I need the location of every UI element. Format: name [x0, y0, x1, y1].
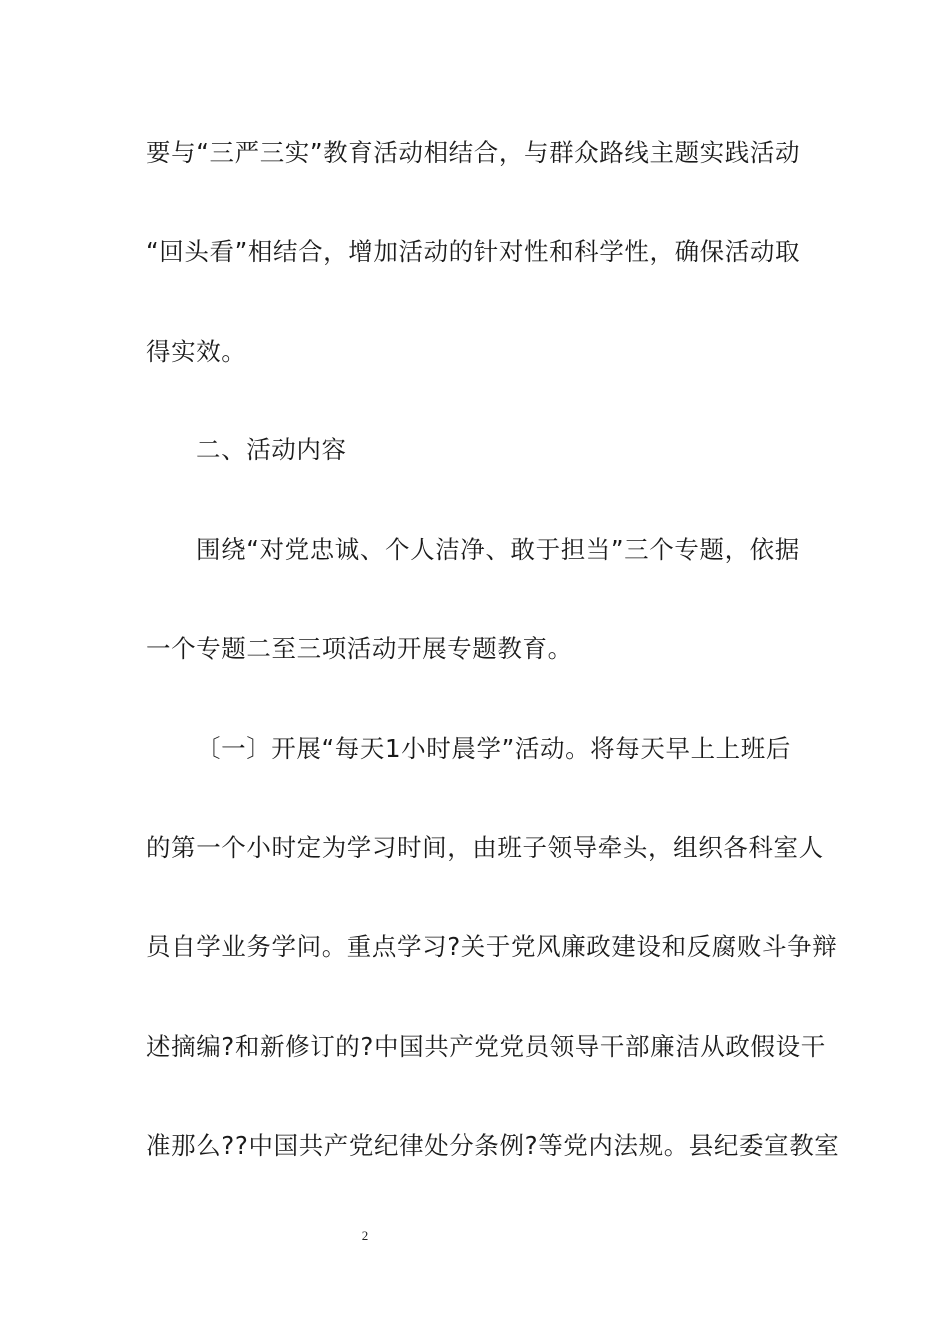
paragraph-line-5: 围绕“对党忠诚、个人洁净、敢于担当”三个专题，依据: [196, 535, 800, 564]
paragraph-line-1: 要与“三严三实”教育活动相结合，与群众路线主题实践活动: [146, 138, 801, 167]
paragraph-line-10: 述摘编?和新修订的?中国共产党党员领导干部廉洁从政假设干: [146, 1032, 826, 1061]
paragraph-line-6: 一个专题二至三项活动开展专题教育。: [146, 634, 573, 663]
page-number: 2: [361, 1228, 369, 1243]
paragraph-line-8: 的第一个小时定为学习时间，由班子领导牵头，组织各科室人: [146, 833, 824, 862]
paragraph-line-11: 准那么??中国共产党纪律处分条例?等党内法规。县纪委宣教室: [146, 1131, 840, 1160]
paragraph-line-7: 〔一〕开展“每天1小时晨学”活动。将每天早上上班后: [196, 734, 791, 763]
paragraph-line-3: 得实效。: [146, 337, 247, 366]
paragraph-line-2: “回头看”相结合，增加活动的针对性和科学性，确保活动取: [146, 237, 801, 266]
paragraph-line-9: 员自学业务学问。重点学习?关于党风廉政建设和反腐败斗争辩: [146, 932, 838, 961]
section-heading: 二、活动内容: [196, 435, 347, 464]
